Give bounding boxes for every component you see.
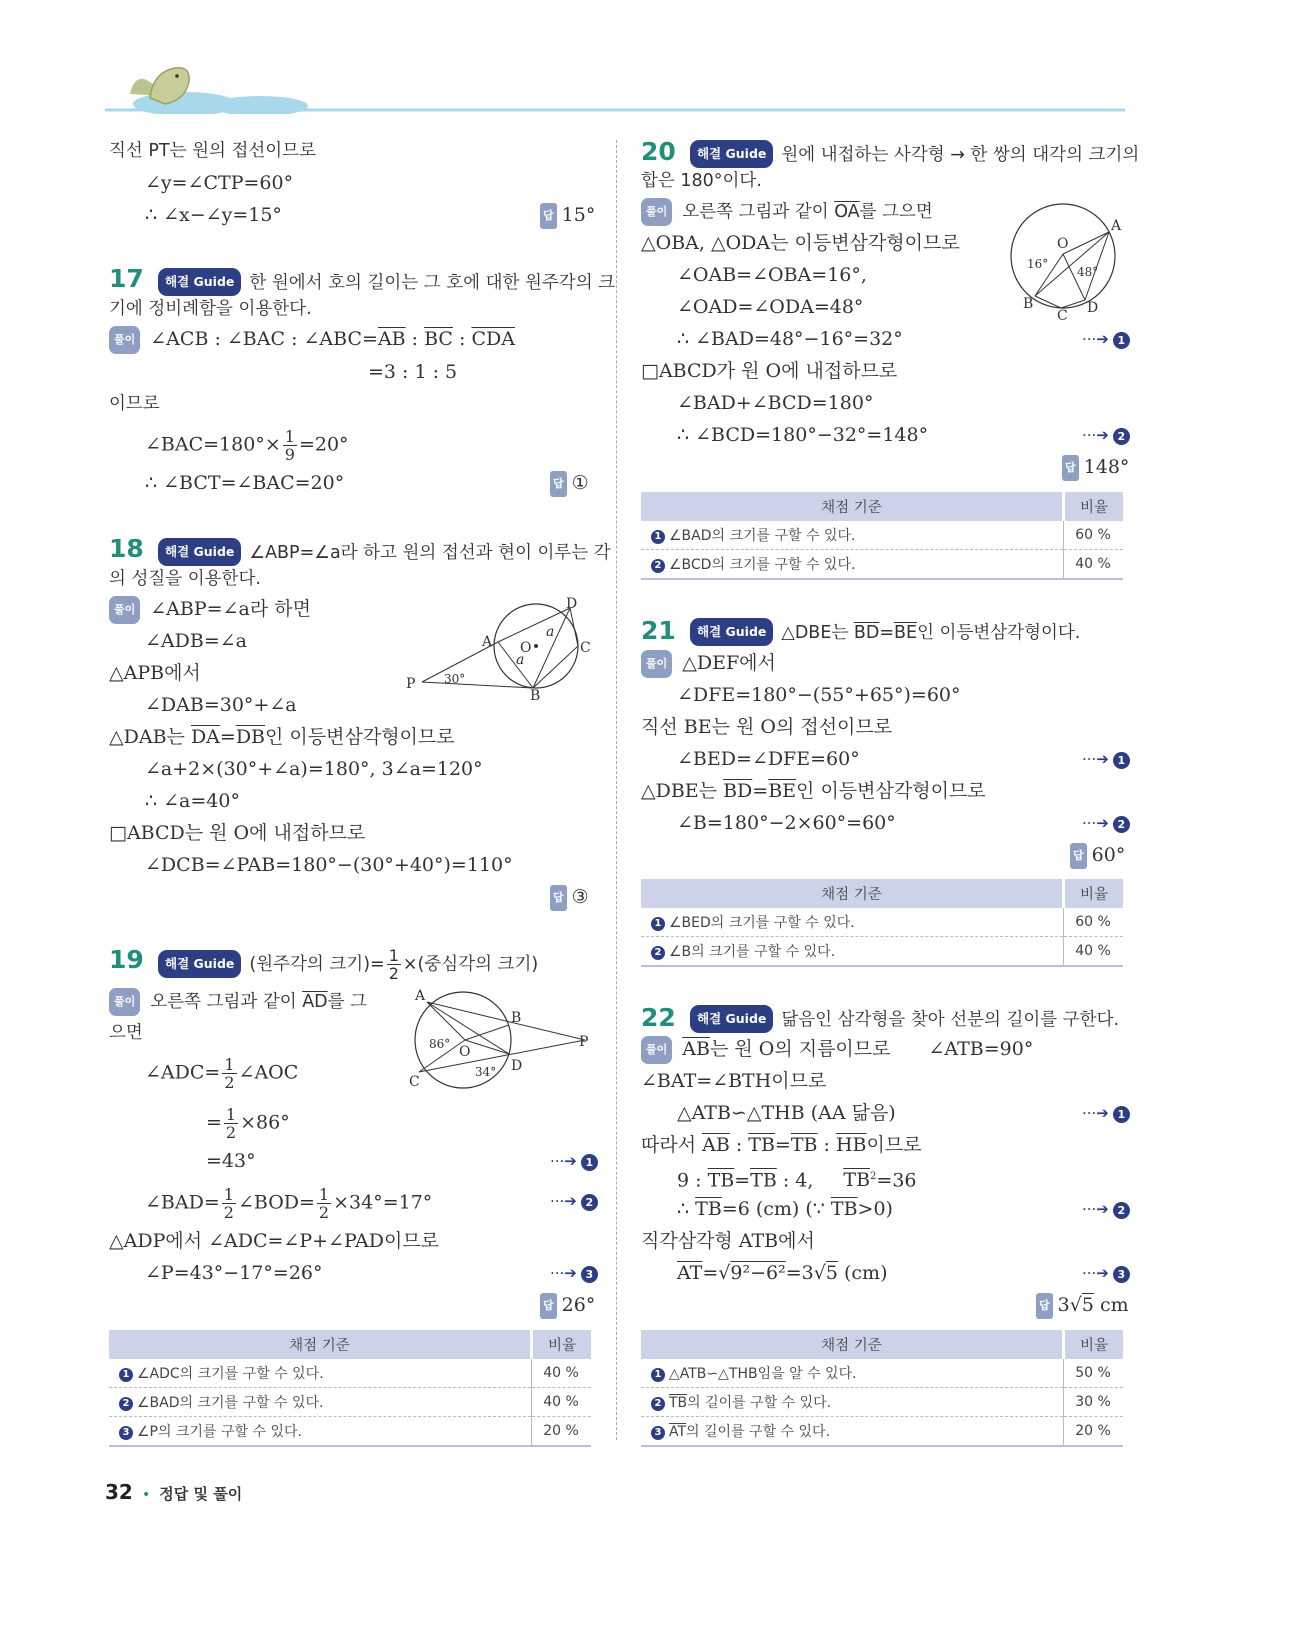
text: = xyxy=(734,1169,751,1192)
segment-bd: $\overline{BD}$ xyxy=(853,623,880,643)
column-divider xyxy=(616,140,617,1440)
fraction: $\frac{1}{2}$ xyxy=(224,1055,235,1092)
text: 9 : xyxy=(677,1169,708,1192)
p16-line1: 직선 PT는 원의 접선이므로 xyxy=(109,141,316,161)
label-o: O xyxy=(520,640,532,656)
table-header-ratio: 비율 xyxy=(1064,492,1124,521)
footer-dot-icon: • xyxy=(141,1487,151,1503)
p18-line5 xyxy=(109,724,455,750)
answer-value: ③ xyxy=(571,886,589,908)
text: ×86° xyxy=(240,1111,290,1134)
p16-answer xyxy=(540,202,595,229)
guide-badge: 해결 Guide xyxy=(690,1005,773,1033)
table-row: 2 ∠BCD의 크기를 구할 수 있다. 40 % xyxy=(641,550,1123,580)
text: 오른쪽 그림과 같이 xyxy=(682,202,835,222)
table-row: 1 ∠ADC의 크기를 구할 수 있다. 40 % xyxy=(109,1359,591,1388)
cell: ∠BAD의 크기를 구할 수 있다. xyxy=(669,528,856,544)
p19-line7: △ADP에서 ∠ADC=∠P+∠PAD이므로 xyxy=(109,1230,440,1252)
label-b: B xyxy=(1023,296,1034,312)
p20-line2: △OBA, △ODA는 이등변삼각형이므로 xyxy=(641,232,960,254)
p20-line6: □ABCD가 원 O에 내접하므로 xyxy=(641,360,898,382)
radicand: 5 xyxy=(1081,1294,1094,1316)
p18-line9: ∠DCB=∠PAB=180°−(30°+40°)=110° xyxy=(145,854,513,876)
p18-line4: ∠DAB=30°+∠a xyxy=(145,694,297,716)
text: 오른쪽 그림과 같이 xyxy=(150,992,303,1012)
answer-value: 3 xyxy=(1057,1294,1070,1316)
p22-line5: 9 : $\overline{TB}=\overline{TB}$ : 4, $\overline{TB}^2=36$ xyxy=(677,1169,917,1192)
p20-grading-table xyxy=(641,492,1123,580)
segment-tb: $\overline{TB}$ xyxy=(750,1169,777,1192)
step-marker-1: ···➔ 1 xyxy=(550,1152,598,1171)
text: ∴ xyxy=(677,1198,696,1220)
answer-badge: 답 xyxy=(540,1293,557,1319)
solution-badge: 풀이 xyxy=(109,988,140,1016)
p19-line2: 으면 xyxy=(109,1023,143,1043)
p20-line3: ∠OAB=∠OBA=16°, xyxy=(677,264,867,286)
p20-line7: ∠BAD+∠BCD=180° xyxy=(677,392,874,414)
label-p: P xyxy=(579,1034,589,1050)
segment-tb: $\overline{TB}$ xyxy=(830,1198,858,1220)
segment-tb: $\overline{TB}$ xyxy=(669,1395,688,1411)
p22-line8: $\overline{AT}=√9^2-6^2=3√5$ (cm) xyxy=(677,1262,888,1284)
text: 는 원 O의 지름이므로 xyxy=(709,1038,891,1060)
text: ∠AOC xyxy=(238,1061,299,1084)
whale-header-icon xyxy=(105,62,1125,114)
fraction: $\frac{1}{2}$ xyxy=(388,946,399,983)
solution-badge: 풀이 xyxy=(641,1036,672,1064)
p19-figure xyxy=(405,988,600,1093)
arc-ab: $\overline{AB}$ xyxy=(377,328,406,350)
guide-text: 닮음인 삼각형을 찾아 선분의 길이를 구한다. xyxy=(781,1010,1120,1030)
text: >0) xyxy=(857,1198,893,1220)
p21-answer xyxy=(1070,842,1125,869)
page-number: 32 xyxy=(105,1480,133,1504)
p21-line4: ∠BED=∠DFE=60° xyxy=(677,748,860,770)
text: 따라서 xyxy=(641,1134,703,1156)
p22-guide xyxy=(670,1005,1119,1033)
text: = xyxy=(879,623,894,643)
radicand: 5 xyxy=(825,1262,838,1284)
p19-line6 xyxy=(145,1186,432,1221)
segment-tb: $\overline{TB}$ xyxy=(748,1134,775,1156)
text: △DAB는 xyxy=(109,726,191,748)
text: = xyxy=(752,780,769,802)
cell: ∠B의 크기를 구할 수 있다. xyxy=(669,944,836,960)
label-c: C xyxy=(1057,308,1068,323)
p18-guide-line2: 의 성질을 이용한다. xyxy=(109,569,261,589)
solution-badge: 풀이 xyxy=(109,326,140,354)
p18-line6: ∠a+2×(30°+∠a)=180°, 3∠a=120° xyxy=(145,758,483,780)
p19-grading-table xyxy=(109,1330,591,1447)
p18-figure xyxy=(400,596,600,706)
answer-badge: 답 xyxy=(1062,455,1079,481)
p17-guide-line2: 기에 정비례함을 이용한다. xyxy=(109,299,312,319)
p18-answer xyxy=(550,884,589,911)
text: =36 xyxy=(876,1169,917,1192)
label-p: P xyxy=(406,676,416,692)
p21-line6: ∠B=180°−2×60°=60° xyxy=(677,812,896,834)
text: △DBE는 xyxy=(641,780,724,802)
guide-text: 한 원에서 호의 길이는 그 호에 대한 원주각의 크 xyxy=(249,273,616,293)
label-16: 16° xyxy=(1027,257,1049,271)
step-marker-1: ···➔ 1 xyxy=(1082,330,1130,349)
segment-ad: $\overline{AD}$ xyxy=(302,992,328,1012)
p17-line3: 이므로 xyxy=(109,394,160,414)
p18-guide-line1 xyxy=(138,538,611,566)
label-86: 86° xyxy=(429,1037,451,1051)
text: △DBE는 xyxy=(781,623,854,643)
cell: ∠P의 크기를 구할 수 있다. xyxy=(137,1424,302,1440)
p22-line6 xyxy=(677,1196,893,1222)
p16-line3: ∴ ∠x−∠y=15° xyxy=(145,204,282,226)
p18-line1 xyxy=(109,596,311,624)
p18-line2: ∠ADB=∠a xyxy=(145,630,248,652)
text: ∠BAC=180°× xyxy=(145,433,281,456)
step-marker-3: ···➔ 3 xyxy=(1082,1264,1130,1283)
guide-text: 원에 내접하는 사각형 → 한 쌍의 대각의 크기의 xyxy=(781,145,1140,165)
text: 인 이등변삼각형이므로 xyxy=(265,726,455,748)
answer-value: 15° xyxy=(561,204,596,226)
p22-line3: △ATB∽△THB (AA 닮음) xyxy=(677,1102,896,1124)
solution-badge: 풀이 xyxy=(641,198,672,226)
text: (cm) xyxy=(837,1262,888,1284)
segment-tb: $\overline{TB}$ xyxy=(843,1169,871,1192)
p19-line4: = $\frac{1}{2}$ ×86° xyxy=(206,1105,290,1142)
problem-number-20: 20 xyxy=(641,137,676,166)
table-row: 1 ∠BED의 크기를 구할 수 있다. 60 % xyxy=(641,908,1123,937)
radicand: 9²−6² xyxy=(730,1262,786,1284)
label-b: B xyxy=(511,1010,522,1026)
cell: 40 % xyxy=(532,1359,592,1388)
p17-answer xyxy=(550,470,589,497)
fraction: $\frac{1}{2}$ xyxy=(225,1105,237,1142)
arc-cda: $\overline{CDA}$ xyxy=(471,328,515,350)
guide-badge: 해결 Guide xyxy=(690,618,773,646)
step-marker-1: ···➔ 1 xyxy=(1082,750,1130,769)
text: ∠ADC= xyxy=(145,1061,221,1084)
answer-badge: 답 xyxy=(1070,843,1087,869)
cell: 의 길이를 구할 수 있다. xyxy=(686,1424,831,1440)
segment-be: $\overline{BE}$ xyxy=(768,780,797,802)
label-d: D xyxy=(1087,300,1099,316)
p22-line1 xyxy=(641,1036,1033,1064)
text: ∠ATB=90° xyxy=(928,1038,1034,1060)
text: ∠ACB : ∠BAC : ∠ABC= xyxy=(150,328,378,350)
p19-guide xyxy=(138,947,538,982)
segment-at: $\overline{AT}$ xyxy=(677,1262,703,1284)
p20-figure xyxy=(1005,198,1130,323)
p18-line3: △APB에서 xyxy=(109,662,201,684)
table-row: 2 ∠B의 크기를 구할 수 있다. 40 % xyxy=(641,937,1123,967)
cell: ∠BCD의 크기를 구할 수 있다. xyxy=(669,557,856,573)
text: ×34°=17° xyxy=(333,1191,433,1214)
p21-line5 xyxy=(641,778,986,804)
segment-be: $\overline{BE}$ xyxy=(894,623,918,643)
label-d: D xyxy=(511,1058,523,1074)
arc-bc: $\overline{BC}$ xyxy=(424,328,453,350)
label-a: A xyxy=(1111,218,1122,234)
segment-oa: $\overline{OA}$ xyxy=(834,202,860,222)
table-header-ratio: 비율 xyxy=(532,1330,592,1359)
guide-badge: 해결 Guide xyxy=(158,268,241,296)
cell: ∠BAD의 크기를 구할 수 있다. xyxy=(137,1395,324,1411)
guide-badge: 해결 Guide xyxy=(690,140,773,168)
step-marker-3: ···➔ 3 xyxy=(550,1264,598,1283)
text: △DEF에서 xyxy=(682,652,776,674)
guide-badge: 해결 Guide xyxy=(158,538,241,566)
label-a: A xyxy=(482,634,493,650)
p21-guide xyxy=(670,618,1080,646)
segment-tb: $\overline{TB}$ xyxy=(790,1134,818,1156)
table-row: 3 $\overline{AT}$의 길이를 구할 수 있다. 20 % xyxy=(641,1417,1123,1447)
text: =6 (cm) (∵ xyxy=(721,1198,831,1220)
label-o: O xyxy=(459,1044,471,1060)
answer-unit: cm xyxy=(1093,1294,1129,1316)
p17-guide-line1 xyxy=(138,268,615,296)
cell: 50 % xyxy=(1064,1359,1124,1388)
text: (원주각의 크기)= xyxy=(249,954,385,975)
cell: 20 % xyxy=(1064,1417,1124,1447)
p17-line2: =3 : 1 : 5 xyxy=(368,361,458,383)
p20-guide-line1 xyxy=(670,140,1139,168)
p20-answer xyxy=(1062,454,1129,481)
solution-badge: 풀이 xyxy=(641,650,672,678)
segment-tb: $\overline{TB}$ xyxy=(707,1169,735,1192)
p21-line1 xyxy=(641,650,776,678)
step-marker-2: ···➔ 2 xyxy=(1082,1200,1130,1219)
label-c: C xyxy=(580,640,591,656)
problem-number-19: 19 xyxy=(109,945,144,974)
p20-guide-line2: 합은 180°이다. xyxy=(641,171,762,191)
label-a: A xyxy=(415,988,426,1004)
table-header-criteria: 채점 기준 xyxy=(641,1330,1064,1359)
p18-line7: ∴ ∠a=40° xyxy=(145,790,240,812)
page-footer xyxy=(105,1480,242,1504)
problem-number-17: 17 xyxy=(109,264,144,293)
table-row: 2 $\overline{TB}$의 길이를 구할 수 있다. 30 % xyxy=(641,1388,1123,1417)
table-row: 2 ∠BAD의 크기를 구할 수 있다. 40 % xyxy=(109,1388,591,1417)
segment-ab: $\overline{AB}$ xyxy=(682,1038,710,1060)
cell: 60 % xyxy=(1064,908,1124,937)
p20-line4: ∠OAD=∠ODA=48° xyxy=(677,296,864,318)
p19-line3 xyxy=(145,1056,298,1091)
guide-text: ∠ABP=∠a라 하고 원의 접선과 현이 이루는 각 xyxy=(249,543,611,563)
p22-line4: 따라서 $\overline{AB}$ : $\overline{TB}=\overline{TB}$ : $\overline{HB}$이므로 xyxy=(641,1134,922,1156)
problem-number-18: 18 xyxy=(109,534,144,563)
answer-value: 26° xyxy=(561,1294,596,1316)
text: : 4, xyxy=(776,1169,814,1192)
answer-badge: 답 xyxy=(550,885,567,911)
problem-number-22: 22 xyxy=(641,1003,676,1032)
p16-line2: ∠y=∠CTP=60° xyxy=(145,172,294,194)
cell: 40 % xyxy=(532,1388,592,1417)
p18-line8: □ABCD는 원 O에 내접하므로 xyxy=(109,822,366,844)
answer-badge: 답 xyxy=(540,203,557,229)
p22-line2: ∠BAT=∠BTH이므로 xyxy=(641,1070,827,1092)
answer-badge: 답 xyxy=(1036,1293,1053,1319)
cell: 60 % xyxy=(1064,521,1124,550)
segment-tb: $\overline{TB}$ xyxy=(695,1198,722,1220)
text: 인 이등변삼각형이다. xyxy=(917,623,1081,643)
text: ∠BAD= xyxy=(145,1191,220,1214)
cell: 40 % xyxy=(1064,550,1124,580)
text: ∠BOD= xyxy=(237,1191,315,1214)
label-a2: a xyxy=(516,652,525,668)
guide-badge: 해결 Guide xyxy=(158,950,241,978)
p19-line8: ∠P=43°−17°=26° xyxy=(145,1262,323,1284)
problem-number-21: 21 xyxy=(641,616,676,645)
text: 를 그으면 xyxy=(859,202,933,222)
cell: 40 % xyxy=(1064,937,1124,967)
text: 인 이등변삼각형이므로 xyxy=(796,780,986,802)
cell: △ATB∽△THB임을 알 수 있다. xyxy=(669,1366,857,1382)
label-o: O xyxy=(1057,236,1069,252)
label-48: 48° xyxy=(1077,265,1099,279)
fraction: $\frac{1}{9}$ xyxy=(284,427,295,464)
label-d: D xyxy=(566,596,578,612)
table-header-criteria: 채점 기준 xyxy=(109,1330,532,1359)
table-row: 1 ∠BAD의 크기를 구할 수 있다. 60 % xyxy=(641,521,1123,550)
answer-badge: 답 xyxy=(550,471,567,497)
step-marker-2: ···➔ 2 xyxy=(1082,814,1130,833)
text: ×(중심각의 크기) xyxy=(402,954,539,975)
fraction: $\frac{1}{2}$ xyxy=(223,1185,234,1222)
p20-line5: ∴ ∠BAD=48°−16°=32° xyxy=(677,328,903,350)
p17-line4 xyxy=(145,428,349,463)
text: =3 xyxy=(785,1262,814,1284)
p17-line1: 풀이 ∠ACB : ∠BAC : $\angle ABC=\overline{AB}$ : $\overline{BC}$ : $\overline{CDA}$ xyxy=(109,326,515,354)
segment-db: $\overline{DB}$ xyxy=(235,726,266,748)
label-a1: a xyxy=(546,624,555,640)
step-marker-2: ···➔ 2 xyxy=(550,1192,598,1211)
label-b: B xyxy=(530,688,541,704)
segment-da: $\overline{DA}$ xyxy=(190,726,220,748)
segment-ab: $\overline{AB}$ xyxy=(702,1134,730,1156)
segment-at: $\overline{AT}$ xyxy=(669,1424,687,1440)
table-row: 3 ∠P의 크기를 구할 수 있다. 20 % xyxy=(109,1417,591,1447)
solution-badge: 풀이 xyxy=(109,596,140,624)
step-marker-2: ···➔ 2 xyxy=(1082,426,1130,445)
segment-bd: $\overline{BD}$ xyxy=(723,780,753,802)
p21-grading-table xyxy=(641,879,1123,967)
p22-grading-table xyxy=(641,1330,1123,1447)
text: 를 그 xyxy=(327,992,368,1012)
p19-line5: =43° xyxy=(206,1150,256,1172)
table-header-criteria: 채점 기준 xyxy=(641,492,1064,521)
fraction: $\frac{1}{2}$ xyxy=(318,1185,330,1222)
p21-line2: ∠DFE=180°−(55°+65°)=60° xyxy=(677,684,961,706)
table-row: 1 △ATB∽△THB임을 알 수 있다. 50 % xyxy=(641,1359,1123,1388)
text: = xyxy=(702,1262,719,1284)
p20-line1 xyxy=(641,198,933,226)
p17-line5: ∴ ∠BCT=∠BAC=20° xyxy=(145,472,345,494)
p22-line7: 직각삼각형 ATB에서 xyxy=(641,1230,815,1252)
label-angle: 30° xyxy=(444,672,466,686)
text: =20° xyxy=(298,433,349,456)
segment-hb: $\overline{HB}$ xyxy=(835,1134,867,1156)
p20-line8: ∴ ∠BCD=180°−32°=148° xyxy=(677,424,929,446)
step-marker-1: ···➔ 1 xyxy=(1082,1104,1130,1123)
cell: 20 % xyxy=(532,1417,592,1447)
answer-value: 60° xyxy=(1091,844,1126,866)
table-header-criteria: 채점 기준 xyxy=(641,879,1064,908)
cell: 30 % xyxy=(1064,1388,1124,1417)
label-c: C xyxy=(409,1074,420,1090)
text: ∠ABP=∠a라 하면 xyxy=(150,598,311,620)
footer-title: 정답 및 풀이 xyxy=(159,1485,243,1503)
cell: ∠ADC의 크기를 구할 수 있다. xyxy=(137,1366,324,1382)
cell: 의 길이를 구할 수 있다. xyxy=(687,1395,832,1411)
cell: ∠BED의 크기를 구할 수 있다. xyxy=(669,915,855,931)
label-34: 34° xyxy=(475,1065,497,1079)
answer-value: 148° xyxy=(1083,456,1130,478)
p19-answer xyxy=(540,1292,595,1319)
p21-line3: 직선 BE는 원 O의 접선이므로 xyxy=(641,716,893,738)
answer-value: ① xyxy=(571,472,589,494)
p22-answer: 답 3√5 cm xyxy=(1036,1292,1129,1319)
text: = xyxy=(219,726,236,748)
p19-line1 xyxy=(109,988,367,1016)
table-header-ratio: 비율 xyxy=(1064,879,1124,908)
table-header-ratio: 비율 xyxy=(1064,1330,1124,1359)
text: 이므로 xyxy=(866,1134,922,1156)
